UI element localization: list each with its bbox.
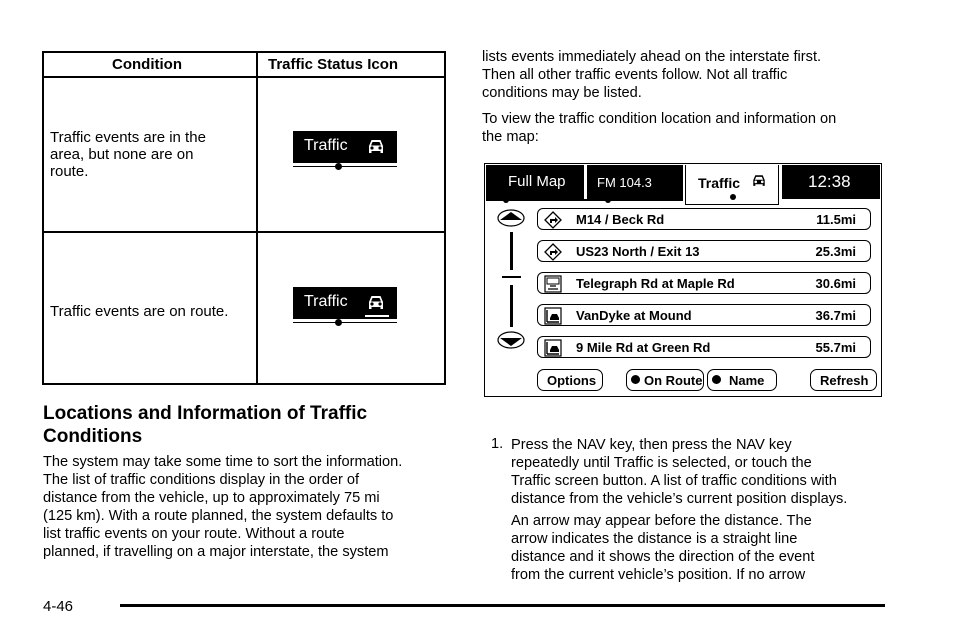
full-map-button[interactable]: Full Map	[486, 165, 584, 199]
accident-icon	[544, 307, 562, 325]
traffic-tab-dot	[730, 194, 736, 200]
car-icon	[749, 172, 769, 190]
row-divider	[44, 231, 444, 233]
step-number: 1.	[491, 436, 504, 452]
traffic-event-row[interactable]: VanDyke at Mound 36.7mi	[537, 304, 871, 326]
station-button[interactable]: FM 104.3	[587, 165, 683, 199]
icon-underline	[293, 322, 397, 323]
radio-icon	[712, 375, 721, 384]
traffic-condition-table	[42, 51, 446, 385]
section-heading: Locations and Information of Traffic Conditions	[43, 403, 368, 447]
radio-selected-icon	[631, 375, 640, 384]
traffic-sign-icon	[544, 275, 562, 293]
traffic-event-row[interactable]: M14 / Beck Rd 11.5mi	[537, 208, 871, 230]
options-button[interactable]: Options	[537, 369, 603, 391]
icon-dot	[335, 163, 342, 170]
traffic-event-row[interactable]: Telegraph Rd at Maple Rd 30.6mi	[537, 272, 871, 294]
step-1-arrow-note: An arrow may appear before the distance. The arrow indicates the distance is a straight line distance and it shows the direction of the event from the current vehicle’s position. If no arrow	[511, 513, 815, 583]
scroll-position-marker	[502, 276, 521, 278]
page-number: 4-46	[43, 598, 74, 615]
view-instructions: To view the traffic condition location and information on the map:	[482, 111, 837, 145]
station-dot	[605, 197, 611, 203]
diamond-arrow-icon	[544, 211, 562, 229]
icon-dot	[335, 319, 342, 326]
scroll-track-lower	[510, 285, 513, 327]
traffic-tab[interactable]: Traffic	[685, 165, 779, 205]
step-1-text: Press the NAV key, then press the NAV key repeatedly until Traffic is selected, or touch the Traffic screen button. A list of traffic conditions with distance from the vehicle’s current position displays.	[511, 437, 848, 507]
scroll-up-arrow-icon[interactable]	[497, 209, 525, 227]
route-mark	[365, 315, 389, 317]
nav-top-bar	[485, 164, 881, 202]
condition-area-not-route: Traffic events are in the area, but none are on route.	[50, 129, 206, 180]
header-condition: Condition	[112, 56, 182, 73]
scroll-track-upper	[510, 232, 513, 270]
diamond-arrow-icon	[544, 243, 562, 261]
on-route-button[interactable]: On Route	[626, 369, 704, 391]
full-map-dot	[503, 197, 509, 203]
icon-underline	[293, 166, 397, 167]
section-paragraph: The system may take some time to sort the information. The list of traffic conditions display in the order of distance from the vehicle, up to approximately 75 mi (125 km). With a route planned, the system defaults to list traffic events on your route. Without a route planned, if travelling on a major interstate, the system	[43, 454, 403, 560]
traffic-status-icon-on-route: Traffic	[293, 287, 397, 319]
scroll-down-arrow-icon[interactable]	[497, 331, 525, 349]
clock-display: 12:38	[782, 165, 880, 199]
traffic-status-icon-area: Traffic	[293, 131, 397, 163]
nav-traffic-screen	[484, 163, 882, 397]
intro-paragraph: lists events immediately ahead on the interstate first. Then all other traffic events follow. Not all traffic conditions may be listed.	[482, 49, 822, 101]
footer-rule	[120, 604, 885, 607]
accident-icon	[544, 339, 562, 357]
condition-on-route: Traffic events are on route.	[50, 303, 229, 320]
refresh-button[interactable]: Refresh	[810, 369, 877, 391]
car-icon	[365, 136, 387, 158]
table-header	[44, 53, 444, 78]
name-button[interactable]: Name	[707, 369, 777, 391]
traffic-event-row[interactable]: 9 Mile Rd at Green Rd 55.7mi	[537, 336, 871, 358]
header-traffic-status-icon: Traffic Status Icon	[268, 56, 399, 73]
column-divider	[256, 53, 258, 383]
traffic-event-row[interactable]: US23 North / Exit 13 25.3mi	[537, 240, 871, 262]
car-icon	[365, 292, 387, 314]
top-bar-underline	[486, 199, 683, 201]
